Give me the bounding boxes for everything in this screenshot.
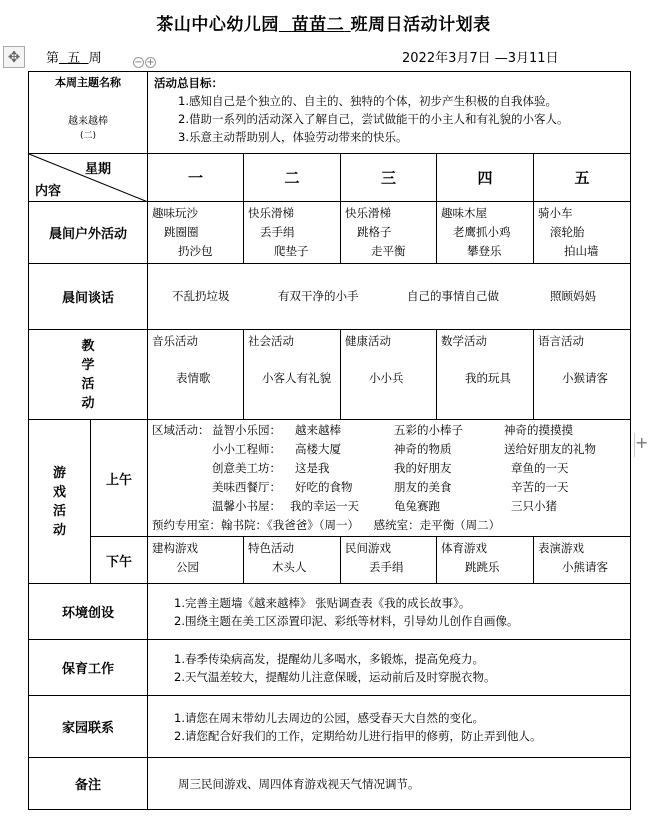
zoom-controls[interactable] (133, 57, 157, 68)
pm-game-cell-mon: 建构游戏 公园 (148, 537, 244, 584)
day-header-thu: 四 (437, 154, 534, 202)
title-prefix: 茶山中心幼儿园 (156, 15, 279, 35)
outdoor-cell-tue: 快乐滑梯 丢手绢 爬垫子 (244, 202, 341, 264)
games-am-label: 上午 (91, 420, 148, 537)
games-pm-label: 下午 (91, 537, 148, 584)
care-label: 保育工作 (29, 640, 148, 696)
outdoor-cell-mon: 趣味玩沙 跳圈圈 扔沙包 (148, 202, 244, 264)
week-header-label: 星期 (85, 162, 112, 177)
teaching-cell-wed: 健康活动 小小兵 (341, 330, 437, 420)
goal-item: 2.借助一系列的活动深入了解自己，尝试做能干的小主人和有礼貌的小客人。 (178, 112, 569, 126)
talk-topic: 不乱扔垃圾 (172, 289, 230, 303)
weekly-plan-table (28, 71, 631, 810)
day-header-fri: 五 (534, 154, 631, 202)
area-name: 美味西餐厅： (212, 480, 281, 494)
teaching-cell-mon: 音乐活动 表情歌 (148, 330, 244, 420)
goal-item: 3.乐意主动帮助别人，体验劳动带来的快乐。 (178, 130, 408, 144)
outdoor-cell-fri: 骑小车 滚轮胎 拍山墙 (534, 202, 631, 264)
area-item: 高楼大厦 (295, 442, 341, 456)
pm-game-cell-wed: 民间游戏 丢手绢 (341, 537, 437, 584)
content-header-label: 内容 (35, 184, 62, 199)
pm-game-cell-thu: 体育游戏 跳跳乐 (437, 537, 534, 584)
area-name: 创意美工坊： (212, 461, 281, 475)
teaching-cell-tue: 社会活动 小客人有礼貌 (244, 330, 341, 420)
notes-cell: 周三民间游戏、周四体育游戏视天气情况调节。 (148, 758, 631, 810)
area-item: 辛苦的一天 (511, 480, 569, 494)
area-item: 神奇的摸摸摸 (504, 423, 573, 437)
morning-outdoor-label: 晨间户外活动 (29, 202, 148, 264)
area-name: 温馨小书屋： (212, 499, 281, 513)
title-suffix: 班周日活动计划表 (350, 15, 491, 35)
area-item: 我的幸运一天 (290, 499, 359, 513)
area-item: 章鱼的一天 (511, 461, 569, 475)
area-name: 益智小乐园： (212, 423, 281, 437)
home-cell: 1.请您在周末带幼儿去周边的公园，感受春天大自然的变化。 2.请您配合好我们的工作，定期给幼儿进行指甲的修剪，防止弄到他人。 (148, 696, 631, 758)
pm-game-cell-fri: 表演游戏 小熊请客 (534, 537, 631, 584)
diagonal-header-cell (29, 154, 148, 202)
pm-game-cell-tue: 特色活动 木头人 (244, 537, 341, 584)
area-item: 这是我 (295, 461, 330, 475)
outdoor-cell-wed: 快乐滑梯 跳格子 走平衡 (341, 202, 437, 264)
area-item: 龟兔赛跑 (394, 499, 440, 513)
goals-cell (148, 72, 631, 154)
area-item: 我的好朋友 (394, 461, 452, 475)
page-title (0, 10, 647, 35)
theme-label: 本周主题名称 (55, 76, 121, 89)
area-item: 朋友的美食 (394, 480, 452, 494)
home-label: 家园联系 (29, 696, 148, 758)
area-item: 送给好朋友的礼物 (504, 442, 596, 456)
theme-name: 越来越棒 (68, 116, 108, 127)
morning-talk-label: 晨间谈话 (29, 264, 148, 330)
day-header-tue: 二 (244, 154, 341, 202)
teaching-cell-thu: 数学活动 我的玩具 (437, 330, 534, 420)
goals-label: 活动总目标： (154, 76, 223, 90)
talk-topic: 自己的事情自己做 (407, 289, 499, 303)
area-item: 神奇的物质 (394, 442, 452, 456)
theme-sub: (二) (79, 131, 97, 141)
morning-talk-cell (148, 264, 631, 330)
area-item: 好吃的食物 (295, 480, 353, 494)
date-range: 2022年3月7日 —3月11日 (402, 51, 559, 66)
zoom-in-icon[interactable]: + (146, 57, 155, 68)
goal-item: 1.感知自己是个独立的、自主的、独特的个体，初步产生积极的自我体验。 (178, 94, 557, 108)
outdoor-cell-thu: 趣味木屋 老鹰抓小鸡 攀登乐 (437, 202, 534, 264)
games-label: 游 戏 活 动 (29, 420, 91, 584)
add-column-icon[interactable]: + (634, 433, 648, 457)
talk-topic: 有双干净的小手 (278, 289, 359, 303)
area-name: 小小工程师： (212, 442, 281, 456)
talk-topic: 照顾妈妈 (550, 289, 596, 303)
area-item: 五彩的小棒子 (394, 423, 463, 437)
week-label: 第 五 周 (46, 51, 102, 66)
table-move-handle-icon[interactable]: ✥ (3, 46, 25, 68)
special-room-booking: 预约专用室：翰书院：《我爸爸》（周一） 感统室：走平衡（周二） (152, 518, 501, 532)
zoom-out-icon[interactable]: − (134, 57, 143, 68)
environment-cell: 1.完善主题墙《越来越棒》 张贴调查表《我的成长故事》。 2.围绕主题在美工区添置印泥、彩纸等材料，引导幼儿创作自画像。 (148, 584, 631, 640)
day-header-wed: 三 (341, 154, 437, 202)
theme-cell (29, 72, 148, 154)
teaching-label: 教 学 活 动 (29, 330, 148, 420)
area-prefix: 区域活动： (152, 423, 210, 437)
area-item: 越来越棒 (295, 423, 341, 437)
day-header-mon: 一 (148, 154, 244, 202)
class-name: 苗苗二 (291, 15, 345, 35)
teaching-cell-fri: 语言活动 小猴请客 (534, 330, 631, 420)
notes-label: 备注 (29, 758, 148, 810)
area-item: 三只小猪 (511, 499, 557, 513)
environment-label: 环境创设 (29, 584, 148, 640)
area-activities-cell (148, 420, 631, 537)
care-cell: 1.春季传染病高发，提醒幼儿多喝水，多锻炼，提高免疫力。 2.天气温差较大，提醒幼儿注意保暖，运动前后及时穿脱衣物。 (148, 640, 631, 696)
